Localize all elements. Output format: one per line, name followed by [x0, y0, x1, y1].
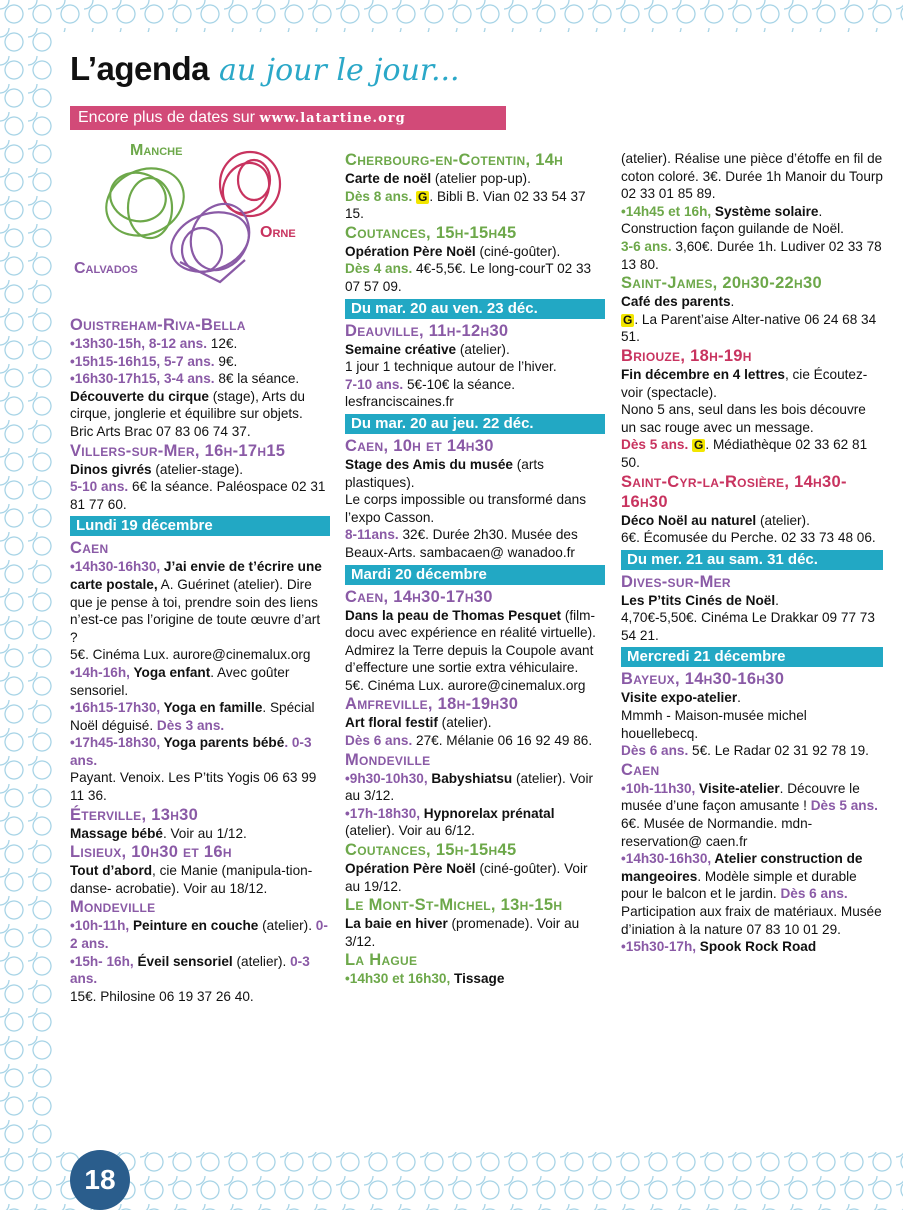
event-line: •9h30-10h30, Babyshiatsu (atelier). Voir au 3/12. — [345, 770, 594, 804]
event-info: G . La Parent’aise Alter-native 06 24 68 34 51. — [621, 311, 877, 345]
city-heading: Briouze, 18h-19h — [621, 346, 752, 365]
column-1 — [70, 315, 330, 1005]
map-label-orne: Orne — [260, 224, 296, 241]
event-desc: Café des parents. — [621, 294, 735, 310]
event-desc: Déco Noël au naturel (atelier). — [621, 512, 810, 528]
event-desc: 1 jour 1 technique autour de l’hiver. — [345, 359, 557, 375]
event-info: Dès 5 ans. G . Médiathèque 02 33 62 81 50. — [621, 437, 868, 470]
event-line: •14h-16h, Yoga enfant. Avec goûter sensoriel. — [70, 664, 290, 698]
event-info: 5-10 ans. 6€ la séance. Paléospace 02 31 81 77 60. — [70, 479, 326, 512]
free-badge: G — [623, 312, 633, 327]
event-line: •17h45-18h30, Yoga parents bébé. 0-3 ans. — [70, 735, 312, 768]
city-heading: Caen — [621, 760, 660, 779]
event-desc: (atelier). Réalise une pièce d’étoffe en fil de coton coloré. 3€. Durée 1h Manoir du Tourp 02 33 01 85 89. — [621, 151, 883, 202]
event-line: •10h-11h, Peinture en couche (atelier). 0-2 ans. — [70, 918, 328, 952]
city-heading: Caen — [70, 539, 109, 558]
city-heading: Mondeville — [345, 750, 431, 769]
event-desc: Découverte du cirque (stage), Arts du cirque, jonglerie et équilibre sur objets. — [70, 388, 305, 422]
event-desc: Nono 5 ans, seul dans les bois découvre un sac rouge avec un message. — [621, 402, 866, 435]
event-line: •10h-11h30, Visite-atelier. Découvre le musée d’une façon amusante ! Dès 5 ans. 6€. Musée de Normandie. mdn-reservation@ caen.fr — [621, 780, 878, 849]
date-bar: Lundi 19 décembre — [70, 516, 330, 536]
city-heading: Cherbourg-en-Cotentin, 14h — [345, 151, 564, 169]
event-desc: Art floral festif (atelier). — [345, 715, 492, 731]
event-info: Dès 6 ans. 5€. Le Radar 02 31 92 78 19. — [621, 743, 869, 759]
event-desc: Dinos givrés (atelier-stage). — [70, 461, 244, 477]
city-heading: Saint-Cyr-la-Rosière, 14h30-16h30 — [621, 472, 847, 511]
city-heading: Mondeville — [70, 898, 156, 917]
promo-link[interactable]: www.latartine.org — [259, 111, 406, 126]
event-line: •15h30-17h, Spook Rock Road — [621, 939, 817, 955]
event-line: •14h45 et 16h, Système solaire. Construction façon guilande de Noël. — [621, 203, 844, 237]
event-desc: Visite expo-atelier. — [621, 690, 741, 706]
promo-text: Encore plus de dates sur — [78, 109, 255, 126]
event-desc: Admirez la Terre depuis la Coupole avant d’effecture une sortie extra véhiculaire. — [345, 642, 594, 676]
city-heading: Deauville, 11h-12h30 — [345, 321, 509, 340]
title-main: L’agenda — [70, 50, 210, 87]
free-badge: G — [418, 189, 428, 204]
event-info: Payant. Venoix. Les P’tits Yogis 06 63 99 11 36. — [70, 770, 317, 804]
city-heading: Coutances, 15h-15h45 — [345, 841, 517, 860]
city-heading: Amfreville, 18h-19h30 — [345, 695, 519, 714]
event-desc: Opération Père Noël (ciné-goûter). Voir au 19/12. — [345, 861, 588, 894]
date-bar: Du mar. 20 au ven. 23 déc. — [345, 299, 605, 319]
title-script: au jour le jour... — [219, 53, 460, 88]
city-heading: Lisieux, 10h30 et 16h — [70, 843, 232, 862]
event-desc: Tout d’abord, cie Manie (manipula-tion-danse- acrobatie). Voir au 18/12. — [70, 863, 313, 896]
city-heading: Villers-sur-Mer, 16h-17h15 — [70, 441, 286, 460]
promo-banner — [70, 106, 506, 130]
region-map — [70, 142, 320, 302]
city-heading: Caen, 14h30-17h30 — [345, 587, 493, 606]
city-heading: Le Mont-St-Michel, 13h-15h — [345, 896, 563, 915]
event-info: Bric Arts Brac 07 83 06 74 37. — [70, 423, 251, 439]
event-desc: Massage bébé. Voir au 1/12. — [70, 825, 247, 841]
event-line: •14h30-16h30, J’ai envie de t’écrire une carte postale, A. Guérinet (atelier). Dire que je pense à toi, prendre soin des liens n’est-ce pas l’origine de toute œuvre d’art ? — [70, 559, 322, 645]
event-desc: Semaine créative (atelier). — [345, 341, 510, 357]
free-badge: G — [694, 438, 704, 453]
event-line: •14h30 et 16h30, Tissage — [345, 971, 505, 987]
map-label-manche: Manche — [130, 142, 183, 159]
event-info: Dès 4 ans. 4€-5,5€. Le long-courT 02 33 07 57 09. — [345, 261, 592, 294]
city-heading: Dives-sur-Mer — [621, 572, 731, 591]
event-desc: Opération Père Noël (ciné-goûter). — [345, 243, 561, 259]
page-number: 18 — [70, 1150, 130, 1210]
city-heading: Coutances, 15h-15h45 — [345, 223, 517, 242]
event-info: 6€. Écomusée du Perche. 02 33 73 48 06. — [621, 530, 876, 546]
event-info: Dès 6 ans. 27€. Mélanie 06 16 92 49 86. — [345, 733, 593, 749]
event-line: •16h30-17h15, 3-4 ans. 8€ la séance. — [70, 371, 300, 387]
event-info: 7-10 ans. 5€-10€ la séance. lesfranciscaines.fr — [345, 376, 516, 410]
date-bar: Du mer. 21 au sam. 31 déc. — [621, 550, 883, 570]
date-bar: Mercredi 21 décembre — [621, 647, 883, 667]
event-desc: Stage des Amis du musée (arts plastiques). — [345, 456, 544, 490]
event-line: •15h- 16h, Éveil sensoriel (atelier). 0-3 ans. — [70, 953, 310, 987]
city-heading: Bayeux, 14h30-16h30 — [621, 670, 785, 689]
event-line: •13h30-15h, 8-12 ans. 12€. — [70, 336, 238, 351]
city-heading: Saint-James, 20h30-22h30 — [621, 274, 822, 293]
event-desc: Carte de noël (atelier pop-up). — [345, 171, 531, 186]
city-heading: Ouistreham-Riva-Bella — [70, 316, 246, 334]
event-info: 5€. Cinéma Lux. aurore@cinemalux.org — [70, 647, 311, 663]
date-bar: Mardi 20 décembre — [345, 565, 605, 585]
event-info: 3-6 ans. 3,60€. Durée 1h. Ludiver 02 33 78 13 80. — [621, 238, 882, 272]
event-desc: Mmmh - Maison-musée michel houellebecq. — [621, 708, 807, 741]
event-info: 5€. Cinéma Lux. aurore@cinemalux.org — [345, 677, 586, 693]
city-heading: Caen, 10h et 14h30 — [345, 436, 494, 455]
event-info: 15€. Philosine 06 19 37 26 40. — [70, 988, 254, 1004]
page-title — [70, 50, 460, 106]
event-desc: Fin décembre en 4 lettres, cie Écoutez-voir (spectacle). — [621, 366, 868, 400]
city-heading: Éterville, 13h30 — [70, 805, 199, 824]
event-info: 8-11ans. 32€. Durée 2h30. Musée des Beaux-Arts. sambacaen@ wanadoo.fr — [345, 527, 578, 560]
event-line: •16h15-17h30, Yoga en famille. Spécial Noël déguisé. Dès 3 ans. — [70, 700, 315, 733]
city-heading: La Hague — [345, 951, 418, 970]
event-line: •15h15-16h15, 5-7 ans. 9€. — [70, 353, 238, 369]
event-desc: Dans la peau de Thomas Pesquet (film-docu avec expérience en réalité virtuelle). — [345, 607, 596, 641]
scribble-map-icon — [70, 142, 320, 302]
event-info: Dès 8 ans. G . Bibli B. Vian 02 33 54 37 15. — [345, 188, 586, 222]
event-line: •14h30-16h30, Atelier construction de mangeoires. Modèle simple et durable pour le balcon et le jardin. Dès 6 ans. Participation aux fraix de matériaux. Musée d’iniation à la nature 07 83 10 01 29. — [621, 851, 882, 937]
column-3 — [621, 150, 883, 956]
page — [52, 32, 903, 1195]
event-desc: Les P’tits Cinés de Noël. — [621, 592, 779, 608]
event-desc: La baie en hiver (promenade). Voir au 3/12. — [345, 916, 580, 949]
date-bar: Du mar. 20 au jeu. 22 déc. — [345, 414, 605, 434]
column-2 — [345, 150, 605, 988]
map-label-calvados: Calvados — [74, 260, 138, 277]
event-line: •17h-18h30, Hypnorelax prénatal (atelier). Voir au 6/12. — [345, 805, 555, 839]
event-info: 4,70€-5,50€. Cinéma Le Drakkar 09 77 73 54 21. — [621, 610, 875, 643]
event-desc: Le corps impossible ou transformé dans l’expo Casson. — [345, 492, 587, 525]
